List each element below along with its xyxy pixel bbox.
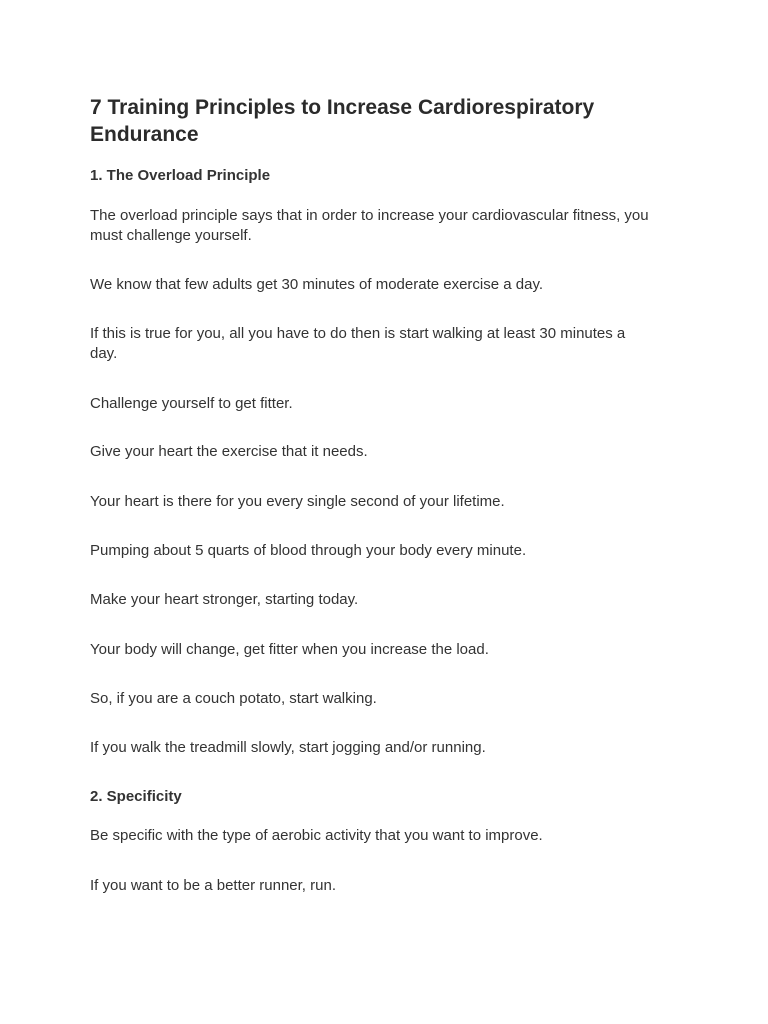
- paragraph: Pumping about 5 quarts of blood through your body every minute.: [90, 542, 527, 559]
- paragraph: Make your heart stronger, starting today.: [90, 591, 359, 608]
- paragraph: So, if you are a couch potato, start walking.: [90, 690, 377, 707]
- section-heading-overload: 1. The Overload Principle: [90, 167, 271, 184]
- paragraph: We know that few adults get 30 minutes of moderate exercise a day.: [90, 276, 544, 293]
- paragraph: Give your heart the exercise that it needs.: [90, 443, 368, 460]
- paragraph: If you want to be a better runner, run.: [90, 877, 336, 894]
- paragraph: Your heart is there for you every single second of your lifetime.: [90, 493, 505, 510]
- paragraph: If you walk the treadmill slowly, start jogging and/or running.: [90, 739, 486, 756]
- section-heading-specificity: 2. Specificity: [90, 788, 182, 805]
- paragraph: Your body will change, get fitter when you increase the load.: [90, 641, 489, 658]
- paragraph: Challenge yourself to get fitter.: [90, 395, 293, 412]
- document-title: 7 Training Principles to Increase Cardiorespiratory Endurance: [90, 96, 595, 146]
- paragraph: If this is true for you, all you have to do then is start walking at least 30 minutes a day.: [90, 325, 626, 362]
- paragraph: The overload principle says that in order to increase your cardiovascular fitness, you must challenge yourself.: [90, 207, 649, 244]
- paragraph: Be specific with the type of aerobic activity that you want to improve.: [90, 827, 543, 844]
